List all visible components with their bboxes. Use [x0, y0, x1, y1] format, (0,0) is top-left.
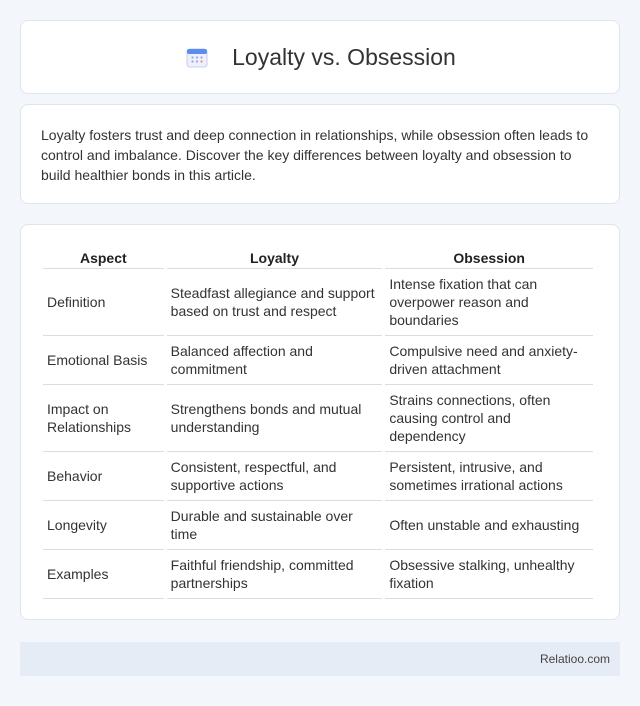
table-row — [43, 550, 593, 599]
page-title: Loyalty vs. Obsession — [232, 43, 456, 70]
aspect-cell: Definition — [43, 269, 164, 336]
obsession-cell: Persistent, intrusive, and sometimes irrational actions — [385, 452, 593, 501]
title-card — [20, 20, 620, 94]
table-row — [43, 336, 593, 385]
obsession-cell: Strains connections, often causing control and dependency — [385, 385, 593, 452]
table-row — [43, 501, 593, 550]
loyalty-cell: Steadfast allegiance and support based on trust and respect — [167, 269, 383, 336]
footer — [20, 642, 620, 676]
loyalty-cell: Consistent, respectful, and supportive actions — [167, 452, 383, 501]
table-row — [43, 452, 593, 501]
intro-card — [20, 104, 620, 204]
obsession-cell: Often unstable and exhausting — [385, 501, 593, 550]
header-loyalty: Loyalty — [167, 247, 383, 269]
comparison-table — [40, 247, 596, 599]
header-obsession: Obsession — [385, 247, 593, 269]
table-row — [43, 385, 593, 452]
obsession-cell: Obsessive stalking, unhealthy fixation — [385, 550, 593, 599]
loyalty-cell: Durable and sustainable over time — [167, 501, 383, 550]
aspect-cell: Behavior — [43, 452, 164, 501]
aspect-cell: Examples — [43, 550, 164, 599]
obsession-cell: Intense fixation that can overpower reason and boundaries — [385, 269, 593, 336]
calendar-icon — [184, 44, 210, 70]
intro-paragraph: Loyalty fosters trust and deep connection in relationships, while obsession often leads to control and imbalance. Discover the key differences between loyalty and obsession to build healthier bonds in this article. — [41, 127, 589, 183]
table-row — [43, 269, 593, 336]
table-header-row — [43, 247, 593, 269]
aspect-cell: Emotional Basis — [43, 336, 164, 385]
footer-brand: Relatioo.com — [539, 652, 610, 666]
aspect-cell: Longevity — [43, 501, 164, 550]
header-aspect: Aspect — [43, 247, 164, 269]
loyalty-cell: Strengthens bonds and mutual understanding — [167, 385, 383, 452]
aspect-cell: Impact on Relationships — [43, 385, 164, 452]
comparison-card — [20, 224, 620, 620]
loyalty-cell: Faithful friendship, committed partnerships — [167, 550, 383, 599]
loyalty-cell: Balanced affection and commitment — [167, 336, 383, 385]
obsession-cell: Compulsive need and anxiety-driven attachment — [385, 336, 593, 385]
